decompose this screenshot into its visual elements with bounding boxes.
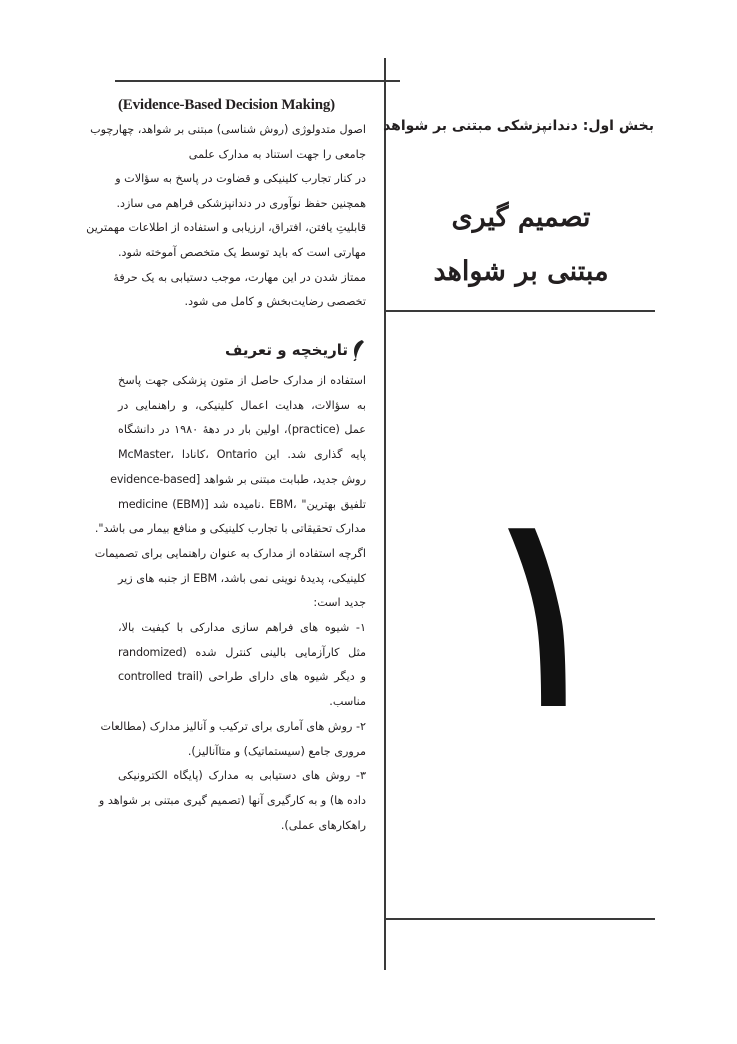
vertical-rule [384, 58, 386, 970]
section-line: controlled trail) و دیگر شیوه های دارای طراحی [118, 670, 366, 684]
intro-english-title: (Evidence-Based Decision Making) [118, 97, 335, 113]
section-line: medicine (EBM)] نامیده شد. EBM، "تلفیق بهترین [118, 497, 366, 511]
chapter-title-line1: تصمیم گیری [451, 202, 591, 233]
intro-line: قابلیتِ یافتن، افتراق، ارزیابی و استفاده از اطلاعات مهمترین [86, 221, 366, 235]
intro-line: تخصصی رضایت‌بخش و کامل می شود. [184, 295, 366, 309]
section-heading [225, 339, 366, 361]
section-line: ۳- روش های دستیابی به مدارک (پایگاه الکترونیکی [118, 769, 366, 783]
section-line: مروری جامع (سیستماتیک) و متاآنالیز). [187, 744, 366, 758]
intro-line: در کنار تجارب کلینیکی و قضاوت در پاسخ به سؤالات و [115, 172, 366, 186]
part-title: بخش اول: دندانپزشکی مبتنی بر شواهد [383, 118, 654, 134]
section-line: اگرچه استفاده از مدارک به عنوان راهنمایی برای تصمیمات [94, 546, 366, 560]
section-line: به سؤالات، هدایت اعمال کلینیکی، و راهنمایی در [118, 398, 366, 412]
section-line: مثل کارآزمایی بالینی کنترل شده (randomized [118, 645, 366, 659]
section-line: عمل (practice)، اولین بار در دههٔ ۱۹۸۰ در دانشگاه [118, 423, 366, 437]
section-line: کلینیکی، پدیدهٔ نوینی نمی باشد، EBM از جنبه های زیر [118, 571, 366, 585]
section-line: جدید است: [313, 596, 366, 610]
section-line: راهکارهای عملی). [280, 818, 366, 832]
section-line: McMaster، کانادا، Ontario پایه گذاری شد. این [118, 448, 367, 462]
quill-icon [350, 339, 366, 361]
section-line: ۱- شیوه های فراهم سازی مدارکی با کیفیت بالا، [118, 621, 366, 634]
section-line: مدارک تحقیقاتی با تجارب کلینیکی و منافع بیمار می باشد". [94, 522, 366, 536]
chapter-number: ۱ [470, 447, 621, 773]
section-line: داده ها) و به کارگیری آنها (تصمیم گیری مبتنی بر شواهد و [98, 793, 366, 807]
section-line: مناسب. [329, 695, 366, 709]
section-line: ۲- روش های آماری برای ترکیب و آنالیز مدارک (مطالعات [100, 719, 366, 733]
intro-line: ممتاز شدن در این مهارت، موجب دستیابی به یک حرفهٔ [113, 270, 366, 284]
section-line: روش جدید، طبابت مبتنی بر شواهد [evidence-based [110, 472, 366, 486]
intro-line: مهارتی است که باید توسط یک متخصص آموخته شود. [117, 246, 366, 259]
top-rule [115, 80, 400, 82]
intro-line: همچنین حفظ نوآوری در دندانپزشکی فراهم می سازد. [116, 196, 366, 210]
section-heading-text: تاریخچه و تعریف [225, 341, 348, 359]
intro-line: اصول متدولوژی (روش شناسی) مبتنی بر شواهد، چهارچوب [90, 123, 366, 136]
chapter-title-line2: مبتنی بر شواهد [433, 256, 609, 287]
section-line: استفاده از مدارک حاصل از متون پزشکی جهت پاسخ [118, 374, 366, 387]
title-rule [385, 310, 655, 312]
intro-line: جامعی را جهت استناد به مدارک علمی [188, 147, 366, 161]
bottom-rule [385, 918, 655, 920]
